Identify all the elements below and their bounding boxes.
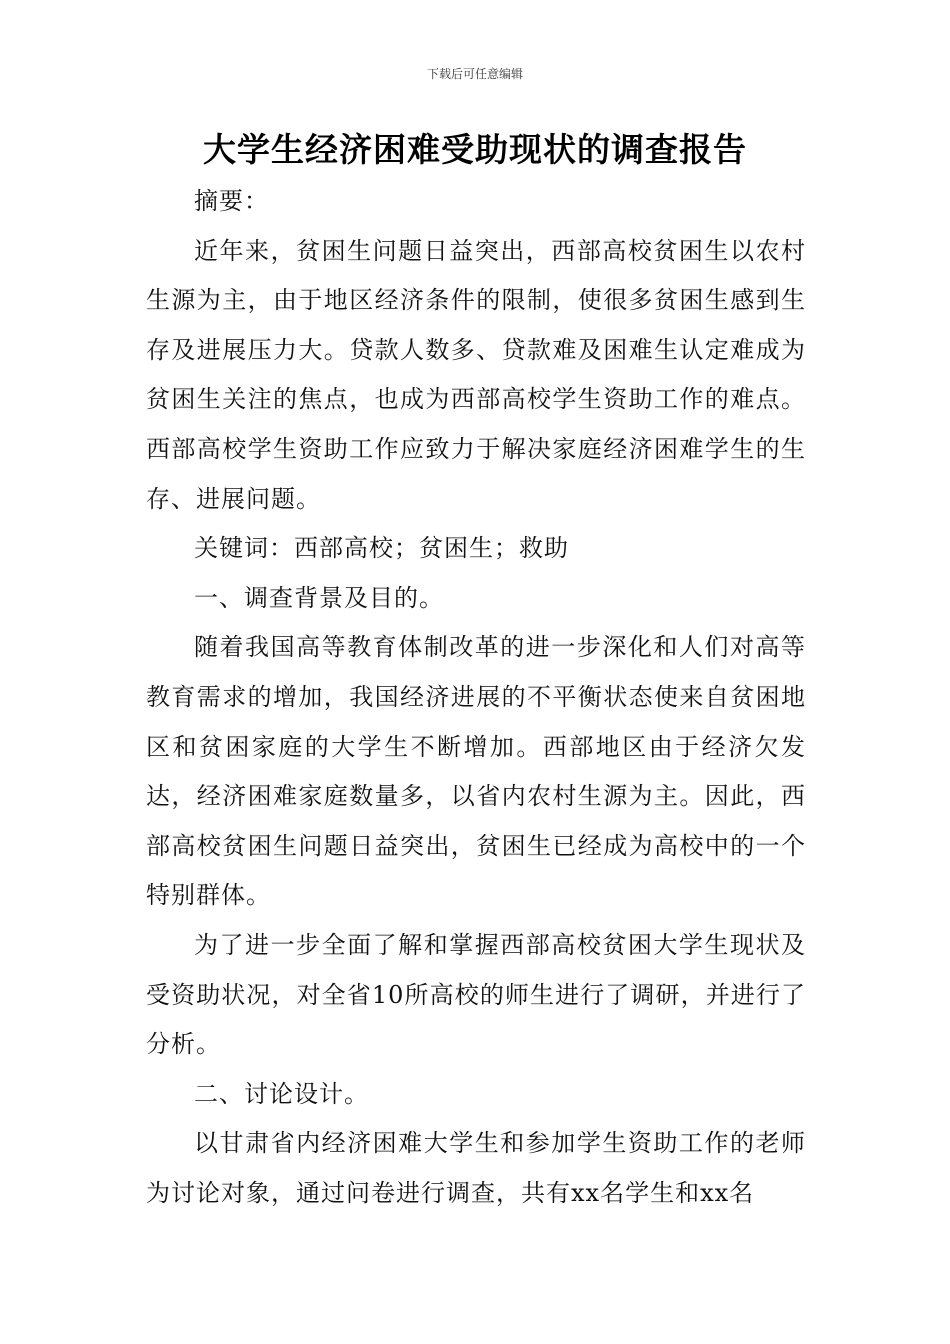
abstract-paragraph: 近年来，贫困生问题日益突出，西部高校贫困生以农村生源为主，由于地区经济条件的限制，使很多贫困生感到生存及进展压力大。贷款人数多、贷款难及困难生认定难成为贫困生关注的焦点，也成为西部高校学生资助工作的难点。西部高校学生资助工作应致力于解决家庭经济困难学生的生存、进展问题。 (146, 236, 806, 513)
background-paragraph-1: 随着我国高等教育体制改革的进一步深化和人们对高等教育需求的增加，我国经济进展的不平衡状态使来自贫困地区和贫困家庭的大学生不断增加。西部地区由于经济欠发达，经济困难家庭数量多，以省内农村生源为主。因此，西部高校贫困生问题日益突出，贫困生已经成为高校中的一个特别群体。 (146, 633, 806, 910)
header-note: 下载后可任意编辑 (426, 67, 523, 81)
background-paragraph-2: 为了进一步全面了解和掌握西部高校贫困大学生现状及受资助状况，对全省10所高校的师生进行了调研，并进行了分析。 (146, 930, 806, 1059)
keywords-line: 关键词：西部高校；贫困生；救助 (194, 534, 569, 563)
document-title: 大学生经济困难受助现状的调查报告 (203, 130, 747, 169)
section-heading-design: 二、讨论设计。 (194, 1079, 369, 1108)
abstract-label: 摘要： (194, 187, 269, 215)
design-paragraph: 以甘肃省内经济困难大学生和参加学生资助工作的老师为讨论对象，通过问卷进行调查，共有xx名学生和xx名 (146, 1129, 806, 1207)
document-body (146, 177, 806, 1218)
section-heading-background: 一、调查背景及目的。 (194, 583, 444, 612)
